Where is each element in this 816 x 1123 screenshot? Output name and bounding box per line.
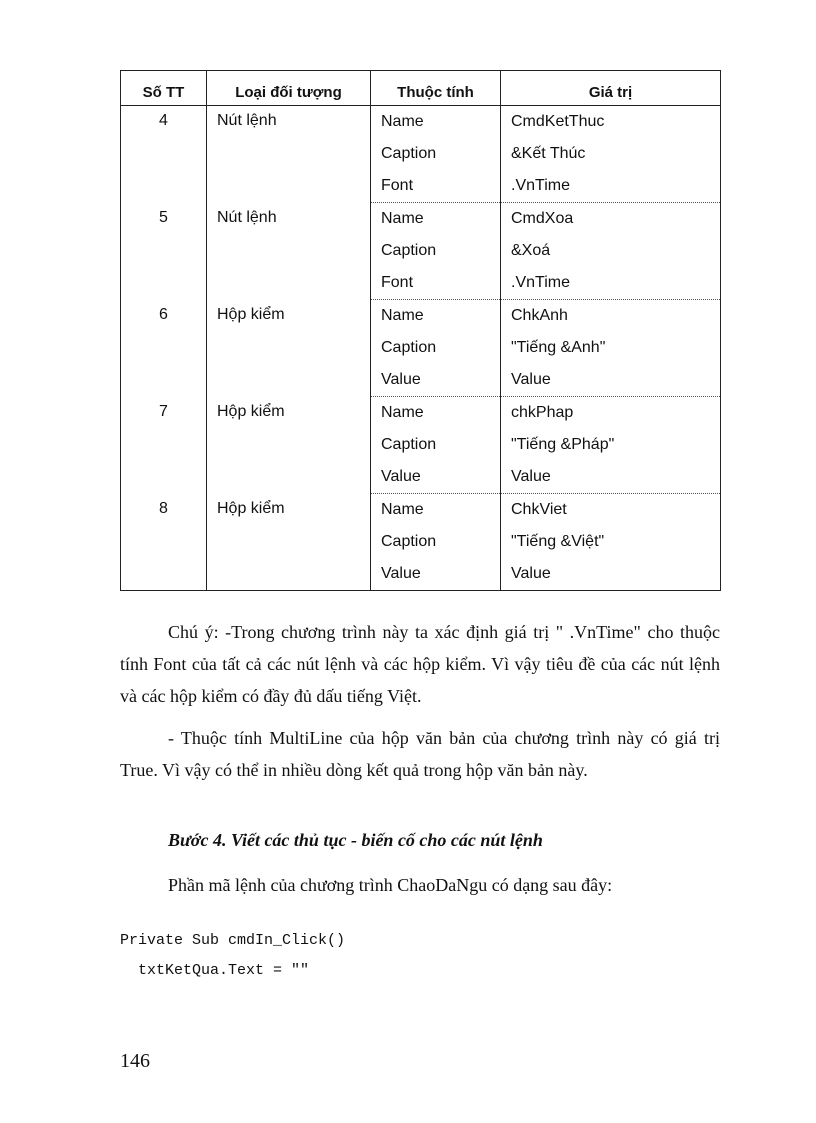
- header-so-tt: Số TT: [121, 71, 207, 106]
- header-loai-doi-tuong: Loại đối tượng: [207, 71, 371, 106]
- cell-so-tt: 4: [121, 106, 207, 203]
- note-font: [120, 616, 720, 712]
- cell-gia-tri: Value: [501, 364, 721, 397]
- step-heading: Bước 4. Viết các thủ tục - biến cố cho các nút lệnh: [168, 830, 543, 850]
- properties-table: [120, 70, 721, 591]
- cell-thuoc-tinh: Caption: [371, 332, 501, 364]
- table-body: [121, 106, 721, 591]
- cell-gia-tri: CmdXoa: [501, 203, 721, 236]
- note-multiline-text: - Thuộc tính MultiLine của hộp văn bản của chương trình này có giá trị True. Vì vậy có thể in nhiều dòng kết quả trong hộp văn bản này.: [120, 728, 720, 780]
- cell-gia-tri: ChkViet: [501, 494, 721, 527]
- cell-gia-tri: "Tiếng &Việt": [501, 526, 721, 558]
- cell-gia-tri: .VnTime: [501, 267, 721, 300]
- table-row: [121, 300, 721, 333]
- cell-loai-doi-tuong: Nút lệnh: [207, 106, 371, 203]
- cell-gia-tri: Value: [501, 558, 721, 591]
- cell-gia-tri: Value: [501, 461, 721, 494]
- cell-thuoc-tinh: Font: [371, 170, 501, 203]
- step-intro: Phần mã lệnh của chương trình ChaoDaNgu có dạng sau đây:: [168, 875, 613, 895]
- cell-so-tt: 7: [121, 397, 207, 494]
- table-row: [121, 494, 721, 527]
- code-line-1: Private Sub cmdIn_Click(): [120, 932, 346, 949]
- cell-so-tt: 8: [121, 494, 207, 591]
- cell-gia-tri: chkPhap: [501, 397, 721, 430]
- note-multiline: [120, 722, 720, 786]
- cell-thuoc-tinh: Name: [371, 300, 501, 333]
- cell-thuoc-tinh: Caption: [371, 235, 501, 267]
- cell-thuoc-tinh: Name: [371, 203, 501, 236]
- cell-thuoc-tinh: Name: [371, 397, 501, 430]
- cell-thuoc-tinh: Value: [371, 364, 501, 397]
- cell-gia-tri: &Kết Thúc: [501, 138, 721, 170]
- cell-loai-doi-tuong: Hộp kiểm: [207, 397, 371, 494]
- cell-loai-doi-tuong: Nút lệnh: [207, 203, 371, 300]
- cell-gia-tri: "Tiếng &Anh": [501, 332, 721, 364]
- cell-gia-tri: .VnTime: [501, 170, 721, 203]
- table-row: [121, 203, 721, 236]
- page-number: 146: [120, 1050, 150, 1072]
- cell-gia-tri: "Tiếng &Pháp": [501, 429, 721, 461]
- table-row: [121, 106, 721, 139]
- code-line-2: txtKetQua.Text = "": [120, 962, 310, 979]
- cell-so-tt: 5: [121, 203, 207, 300]
- cell-thuoc-tinh: Caption: [371, 138, 501, 170]
- cell-loai-doi-tuong: Hộp kiểm: [207, 494, 371, 591]
- cell-thuoc-tinh: Name: [371, 106, 501, 139]
- header-thuoc-tinh: Thuộc tính: [371, 71, 501, 106]
- cell-gia-tri: CmdKetThuc: [501, 106, 721, 139]
- cell-thuoc-tinh: Value: [371, 461, 501, 494]
- header-gia-tri: Giá trị: [501, 71, 721, 106]
- cell-thuoc-tinh: Font: [371, 267, 501, 300]
- table-header-row: [121, 71, 721, 106]
- cell-thuoc-tinh: Caption: [371, 429, 501, 461]
- table-row: [121, 397, 721, 430]
- cell-thuoc-tinh: Name: [371, 494, 501, 527]
- cell-so-tt: 6: [121, 300, 207, 397]
- cell-thuoc-tinh: Value: [371, 558, 501, 591]
- cell-gia-tri: ChkAnh: [501, 300, 721, 333]
- note-font-text: Chú ý: -Trong chương trình này ta xác định giá trị " .VnTime" cho thuộc tính Font của tất cả các nút lệnh và các hộp kiểm. Vì vậy tiêu đề của các nút lệnh và các hộp kiểm có đầy đủ dấu tiếng Việt.: [120, 622, 720, 706]
- cell-thuoc-tinh: Caption: [371, 526, 501, 558]
- cell-gia-tri: &Xoá: [501, 235, 721, 267]
- cell-loai-doi-tuong: Hộp kiểm: [207, 300, 371, 397]
